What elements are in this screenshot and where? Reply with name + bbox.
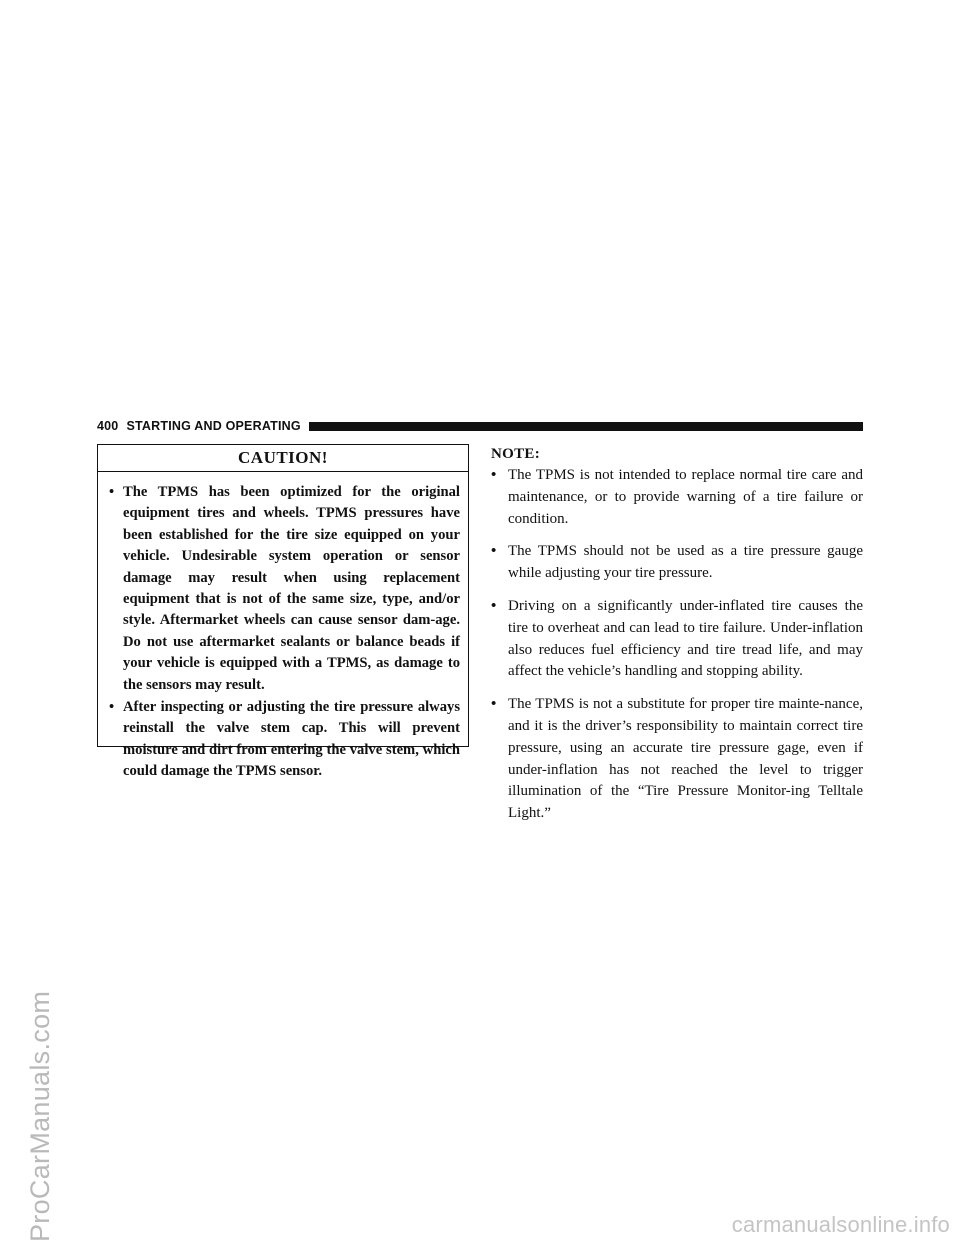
bullet-icon: • bbox=[491, 696, 497, 713]
note-item bbox=[491, 596, 863, 683]
note-item bbox=[491, 465, 863, 530]
note-item-text: The TPMS should not be used as a tire pressure gauge while adjusting your tire pressure. bbox=[508, 543, 863, 582]
note-section bbox=[491, 444, 863, 836]
side-watermark-container bbox=[0, 0, 60, 1242]
note-label: NOTE: bbox=[491, 446, 541, 462]
caution-item-text: The TPMS has been optimized for the original equipment tires and wheels. TPMS pressures have been established for the tire size equipped on your vehicle. Undesirable system operation or sensor damage may result when using replacement equipment that is not of the same size, type, and/or style. Aftermarket wheels can cause sensor dam-age. Do not use aftermarket sealants or balance beads if your vehicle is equipped with a TPMS, as damage to the sensors may result. bbox=[123, 484, 460, 693]
caution-box bbox=[97, 444, 469, 780]
note-item bbox=[491, 541, 863, 585]
bullet-icon: • bbox=[491, 467, 497, 483]
section-title: STARTING AND OPERATING bbox=[126, 419, 301, 433]
note-list bbox=[491, 465, 863, 825]
bullet-icon: • bbox=[491, 543, 497, 560]
caution-item bbox=[109, 697, 460, 783]
bullet-icon: • bbox=[109, 484, 115, 500]
note-item bbox=[491, 694, 863, 825]
bottom-watermark: carmanualsonline.info bbox=[731, 1212, 950, 1237]
page-header bbox=[97, 418, 863, 434]
caution-item-text: After inspecting or adjusting the tire pressure always reinstall the valve stem cap. This will prevent moisture and dirt from entering the valve stem, which could damage the TPMS sensor. bbox=[123, 699, 460, 780]
caution-list bbox=[98, 472, 468, 783]
note-item-text: The TPMS is not a substitute for proper tire mainte-nance, and it is the driver’s responsibility to maintain correct tire pressure, using an accurate tire pressure gage, even if under-inflation has not reached the level to trigger illumination of the “Tire Pressure Monitor-ing Telltale Light.” bbox=[508, 696, 863, 822]
caution-title: CAUTION! bbox=[98, 445, 468, 472]
page-number: 400 bbox=[97, 419, 119, 433]
bullet-icon: • bbox=[109, 699, 115, 716]
note-item-text: The TPMS is not intended to replace normal tire care and maintenance, or to provide warning of a tire failure or condition. bbox=[508, 467, 863, 527]
caution-item bbox=[109, 482, 460, 696]
bullet-icon: • bbox=[491, 597, 497, 614]
note-item-text: Driving on a significantly under-inflated tire causes the tire to overheat and can lead to tire failure. Under-inflation also reduces fuel efficiency and tire tread life, and may affect the vehicle’s handling and stopping ability. bbox=[508, 597, 863, 680]
side-watermark: ProCarManuals.com bbox=[25, 990, 55, 1242]
header-rule bbox=[309, 422, 863, 431]
